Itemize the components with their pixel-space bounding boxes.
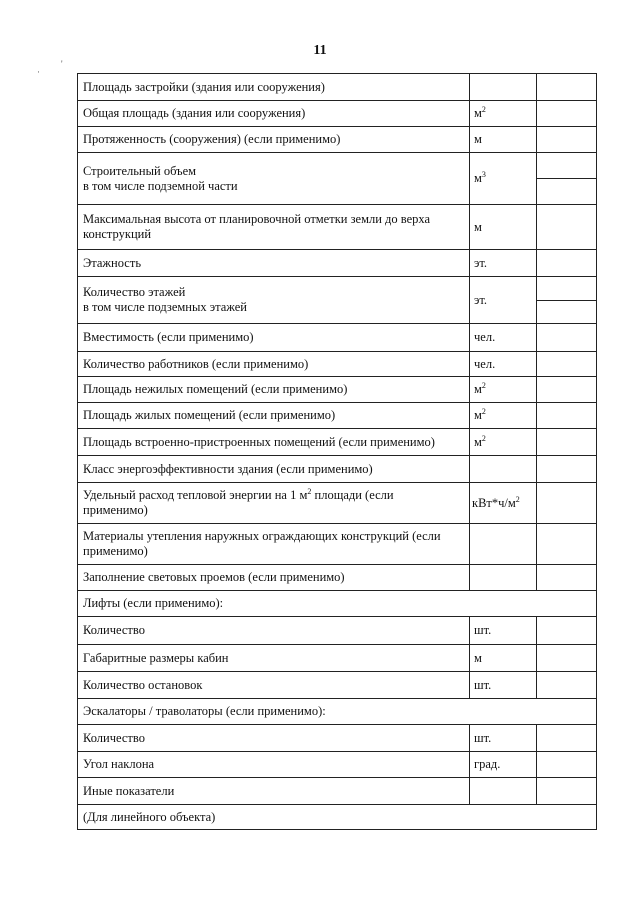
label-text: площади (если [311,488,394,502]
label-text: Площадь встроенно-пристроенных помещений (если применимо) [83,434,435,449]
table-row [78,778,597,805]
table-row [78,377,597,403]
row-label [78,403,470,429]
margin-mark: · [37,67,40,77]
table-row [78,524,597,565]
label-text: Габаритные размеры кабин [83,650,229,665]
label-text: Класс энергоэффективности здания (если применимо) [83,461,373,476]
value-cell[interactable] [537,565,597,591]
label-text: Угол наклона [83,757,155,771]
row-label [78,725,470,752]
unit-cell [470,483,537,524]
row-label [78,752,470,778]
label-text: в том числе подземной части [83,178,238,193]
unit-text: м [474,171,482,185]
unit-cell [470,74,537,101]
unit-cell [470,324,537,352]
value-cell[interactable] [537,778,597,805]
unit-cell [470,250,537,277]
unit-cell [470,277,537,324]
label-text: Площадь нежилых помещений (если применимо) [83,382,348,396]
unit-superscript: 3 [481,169,486,179]
value-cell[interactable] [537,403,597,429]
table-row [78,645,597,672]
table-row [78,153,597,205]
value-cell[interactable] [537,617,597,645]
unit-cell [470,524,537,565]
value-cell[interactable] [537,524,597,565]
label-text: Удельный расход тепловой энергии на 1 м [83,488,308,502]
table-row [78,617,597,645]
unit-cell [470,456,537,483]
unit-text: м [474,219,482,234]
value-cell[interactable] [537,672,597,699]
margin-mark: ' [61,59,63,69]
value-cell[interactable] [537,725,597,752]
unit-text: эт. [474,255,488,270]
unit-cell [470,101,537,127]
label-text: Максимальная высота от планировочной отметки земли до верха [83,212,431,226]
unit-cell [470,645,537,672]
label-text: Строительный объем [83,163,197,178]
label-text: Площадь жилых помещений (если применимо) [83,408,336,422]
unit-text: град. [474,757,501,771]
value-cell[interactable] [537,101,597,127]
table-row [78,277,597,324]
row-label [78,429,470,456]
label-text: Количество работников (если применимо) [83,356,309,371]
row-label [78,377,470,403]
table-row [78,403,597,429]
label-text: Количество [83,730,145,745]
unit-text: шт. [474,730,492,745]
table-row [78,352,597,377]
unit-cell [470,725,537,752]
indicators-table [77,73,597,830]
table-row [78,324,597,352]
table-row [78,752,597,778]
unit-superscript: 2 [481,406,486,416]
table-row [78,205,597,250]
value-subcell[interactable] [537,300,596,324]
label-text: применимо) [83,544,148,558]
row-label [78,352,470,377]
unit-text: м [474,132,482,146]
unit-superscript: 2 [481,433,486,443]
value-cell[interactable] [537,456,597,483]
label-text: Этажность [83,255,142,270]
section-heading: Лифты (если применимо): [78,591,597,617]
unit-text: эт. [474,292,488,307]
label-text: Заполнение световых проемов (если применимо) [83,570,345,584]
row-label [78,645,470,672]
value-cell[interactable] [537,352,597,377]
unit-text: чел. [474,330,496,344]
unit-cell [470,403,537,429]
value-cell[interactable] [537,429,597,456]
row-label [78,127,470,153]
unit-cell [470,617,537,645]
unit-cell [470,153,537,205]
value-cell[interactable] [537,483,597,524]
label-text: Количество остановок [83,677,203,692]
row-label [78,250,470,277]
value-subcell[interactable] [537,178,596,204]
unit-text: м [474,106,482,120]
row-label [78,456,470,483]
label-text: Вместимость (если применимо) [83,330,254,344]
value-cell[interactable] [537,752,597,778]
row-label [78,153,470,205]
table-row [78,725,597,752]
unit-cell [470,127,537,153]
value-cell[interactable] [537,377,597,403]
unit-text: кВт*ч/м [472,495,516,510]
unit-cell [470,672,537,699]
unit-cell [470,377,537,403]
unit-text: м [474,434,482,449]
row-label [78,101,470,127]
unit-superscript: 2 [481,104,486,114]
table-row [78,127,597,153]
label-text: Общая площадь (здания или сооружения) [83,106,306,120]
row-label [78,778,470,805]
unit-superscript: 2 [481,380,486,390]
value-cell[interactable] [537,324,597,352]
table-section-row [78,805,597,830]
unit-cell [470,752,537,778]
row-label [78,277,470,324]
value-cell[interactable] [537,153,597,205]
row-label [78,617,470,645]
table-row [78,672,597,699]
value-cell[interactable] [537,645,597,672]
unit-cell [470,352,537,377]
unit-text: шт. [474,677,492,692]
unit-text: м [474,408,482,422]
table-section-row [78,699,597,725]
row-label [78,524,470,565]
table-row [78,74,597,101]
value-cell[interactable] [537,127,597,153]
row-label [78,324,470,352]
value-subcell[interactable] [537,277,596,300]
table-section-row [78,591,597,617]
table-row [78,429,597,456]
unit-text: м [474,650,482,665]
label-superscript: 2 [307,486,312,496]
label-text: применимо) [83,503,148,517]
row-label [78,565,470,591]
table-row [78,250,597,277]
row-label [78,205,470,250]
value-cell[interactable] [537,250,597,277]
unit-superscript: 2 [515,494,520,504]
unit-cell [470,565,537,591]
table-row [78,565,597,591]
unit-cell [470,429,537,456]
section-heading: (Для линейного объекта) [78,805,597,830]
label-text: Иные показатели [83,783,175,798]
unit-text: чел. [474,356,496,371]
unit-text: м [474,382,482,396]
value-subcell[interactable] [537,153,596,178]
label-text: в том числе подземных этажей [83,300,247,314]
value-cell[interactable] [537,205,597,250]
label-text: конструкций [83,227,152,241]
section-heading: Эскалаторы / траволаторы (если применимо): [78,699,597,725]
table-row [78,483,597,524]
row-label [78,672,470,699]
label-text: Протяженность (сооружения) (если применимо) [83,132,341,146]
unit-cell [470,205,537,250]
label-text: Количество [83,623,145,637]
row-label [78,74,470,101]
page-number: 11 [313,43,327,58]
unit-text: шт. [474,623,492,637]
row-label [78,483,470,524]
table-row [78,101,597,127]
label-text: Количество этажей [83,285,186,299]
unit-cell [470,778,537,805]
value-cell[interactable] [537,277,597,324]
value-cell[interactable] [537,74,597,101]
label-text: Площадь застройки (здания или сооружения) [83,79,325,94]
table-row [78,456,597,483]
label-text: Материалы утепления наружных ограждающих конструкций (если [83,529,441,543]
